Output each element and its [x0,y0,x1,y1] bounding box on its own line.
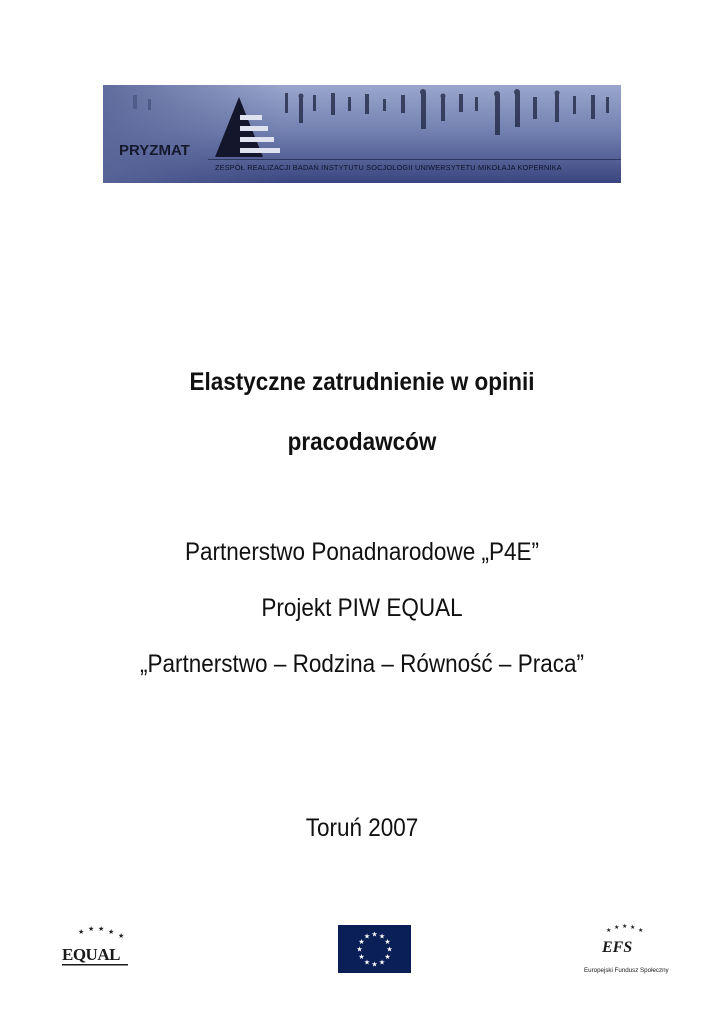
eu-star-icon: ★ [384,938,391,946]
svg-text:★: ★ [614,925,620,931]
svg-text:★: ★ [98,926,105,933]
efs-logo [578,920,672,978]
svg-text:★: ★ [630,925,636,931]
eu-star-icon: ★ [378,932,386,941]
document-title-line1: Elastyczne zatrudnienie w opinii [189,368,535,396]
svg-text:★: ★ [622,924,628,930]
place-year: Toruń 2007 [305,814,419,842]
svg-text:★: ★ [638,928,644,934]
eu-flag-logo [338,925,411,973]
project-line: Projekt PIW EQUAL [261,594,463,622]
banner-subtitle: ZESPÓŁ REALIZACJI BADAŃ INSTYTUTU SOCJOLOGII UNIWERSYTETU MIKOŁAJA KOPERNIKA [215,163,562,172]
equal-logo-text: EQUAL [62,945,120,964]
eu-star-icon: ★ [358,953,365,961]
equal-logo [58,924,134,972]
banner-graphic [103,85,621,183]
header-banner [103,85,621,183]
eu-star-icon: ★ [363,932,371,941]
efs-logo-text: EFS [602,939,633,956]
eu-star-icon: ★ [371,960,378,969]
eu-star-icon: ★ [356,945,363,954]
banner-brand-name: PRYZMAT [119,142,190,159]
partnership-line: Partnerstwo Ponadnarodowe „P4E” [185,538,539,566]
motto-line: „Partnerstwo – Rodzina – Równość – Praca” [140,650,584,678]
svg-text:★: ★ [78,929,85,936]
eu-star-icon: ★ [358,938,365,946]
svg-text:★: ★ [88,926,95,933]
svg-text:★: ★ [108,929,115,936]
svg-text:★: ★ [118,933,125,940]
svg-text:★: ★ [606,928,612,934]
eu-star-icon: ★ [384,953,391,961]
eu-star-icon: ★ [378,958,386,967]
document-title-line2: pracodawców [287,428,437,456]
eu-star-icon: ★ [386,945,393,954]
eu-star-icon: ★ [363,958,371,967]
efs-caption: Europejski Fundusz Społeczny [584,967,669,974]
eu-star-icon: ★ [371,930,378,939]
